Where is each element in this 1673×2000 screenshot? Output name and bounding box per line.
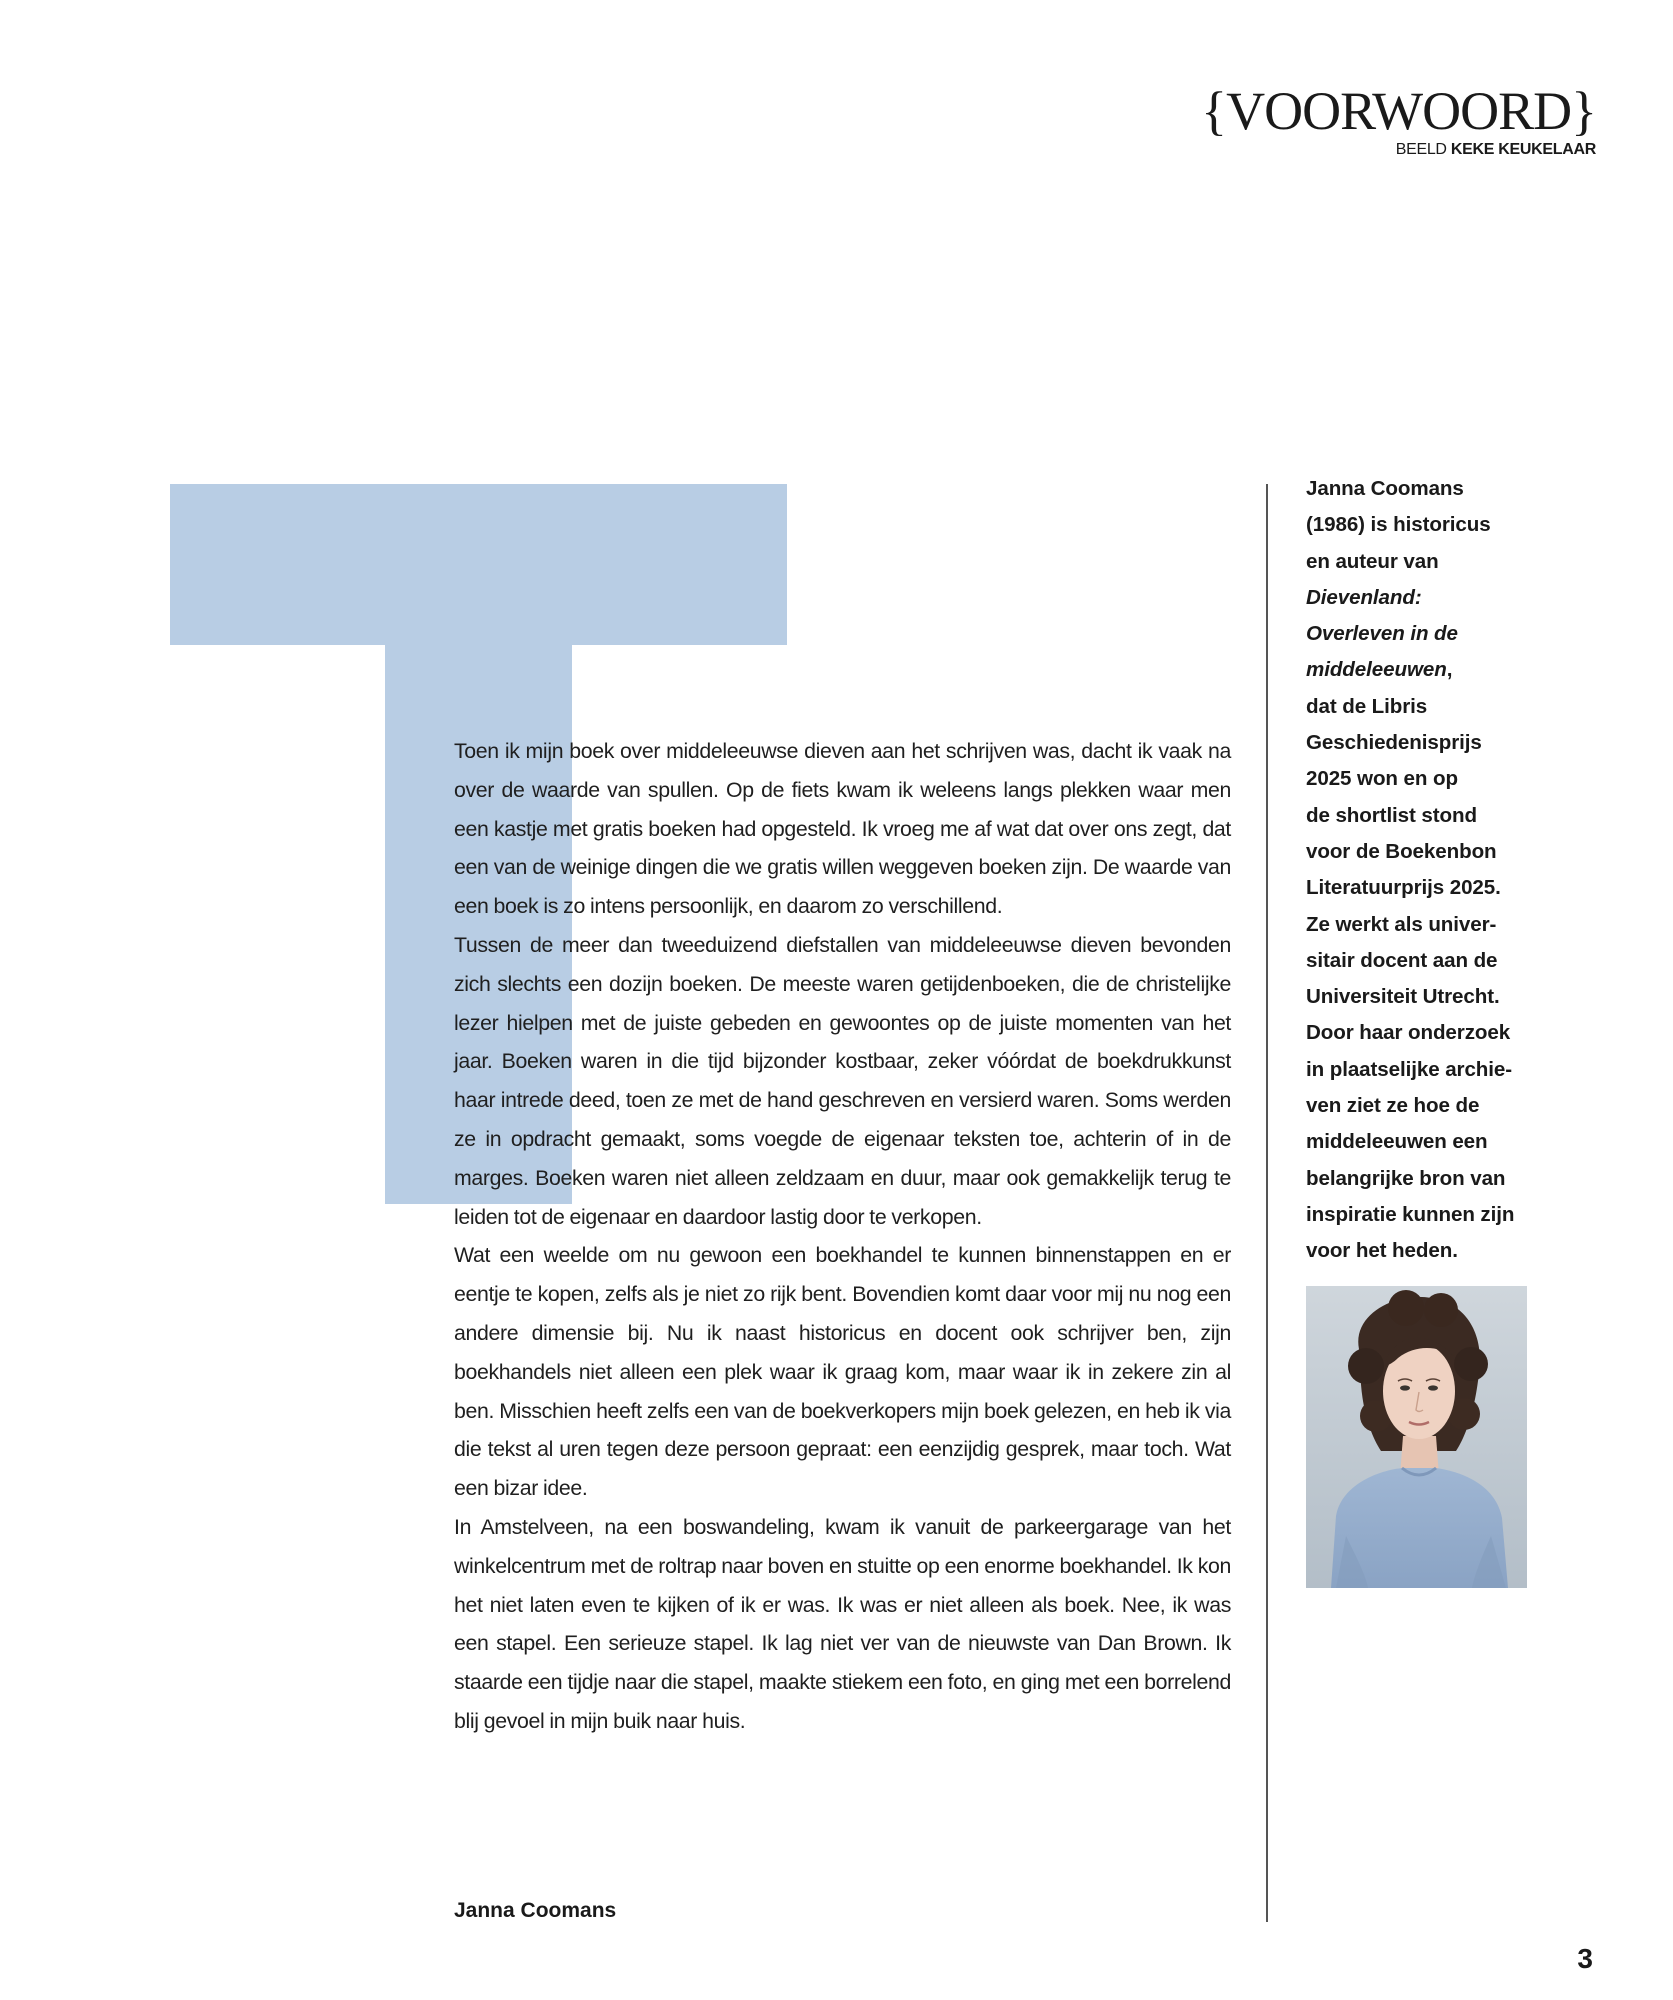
bio-line: in plaatselijke archie-: [1306, 1057, 1513, 1081]
article-paragraph-2: Tussen de meer dan tweeduizend diefstallen van middeleeuwse dieven bevonden zich slechts een dozijn boeken. De meeste waren getijdenboeken, die de christelijke lezer hielpen met de juiste gebeden en gewoontes op de juiste momenten van het jaar. Boeken waren in die tijd bijzonder kostbaar, zeker vóórdat de boekdrukkunst haar intrede deed, toen ze met de hand geschreven en versierd waren. Soms werden ze in opdracht gemaakt, soms voegde de eigenaar teksten toe, achterin of in de marges. Boeken waren niet alleen zeldzaam en duur, maar ook gemakkelijk terug te leiden tot de eigenaar en daardoor lastig door te verkopen.: [454, 932, 1231, 1229]
credit-name: KEKE KEUKELAAR: [1450, 141, 1596, 158]
portrait-illustration: [1306, 1286, 1527, 1588]
column-divider: [1266, 484, 1268, 1922]
decorative-initial-t-bar: [170, 484, 787, 645]
bio-line: sitair docent aan de: [1306, 948, 1498, 972]
bio-line: Janna Coomans: [1306, 477, 1464, 500]
bio-book-title-line: Dievenland:: [1306, 585, 1422, 609]
bio-line: ven ziet ze hoe de: [1306, 1094, 1480, 1118]
bio-line: belangrijke bron van: [1306, 1166, 1506, 1190]
bio-book-title-end: [1306, 652, 1546, 688]
article-paragraph-3: Wat een weelde om nu gewoon een boekhandel te kunnen binnenstappen en er eentje te kopen, zelfs als je niet zo rijk bent. Bovendien komt daar voor mij nu nog een andere dimensie bij. Nu ik naast historicus en docent ook schrijver ben, zijn boekhandels niet alleen een plek waar ik graag kom, maar waar ik in zekere zin al ben. Misschien heeft zelfs een van de boekverkopers mijn boek gelezen, en heb ik via die tekst al uren tegen deze persoon gepraat: een eenzijdig gesprek, maar toch. Wat een bizar idee.: [454, 1243, 1231, 1501]
bio-line: Door haar onderzoek: [1306, 1021, 1511, 1045]
bio-book-title-line: Overleven in de: [1306, 622, 1458, 646]
bio-book-title-line: middeleeuwen: [1306, 658, 1447, 682]
bio-line: (1986) is historicus: [1306, 513, 1491, 537]
article-body: [454, 732, 1231, 1741]
bio-line: 2025 won en op: [1306, 767, 1458, 791]
bio-line: inspiratie kunnen zijn: [1306, 1202, 1515, 1226]
bio-line: middeleeuwen een: [1306, 1130, 1488, 1154]
author-bio: [1306, 471, 1546, 1270]
article-paragraph-4: In Amstelveen, na een boswandeling, kwam ik vanuit de parkeergarage van het winkelcentrum met de roltrap naar boven en stuitte op een enorme boekhandel. Ik kon het niet laten even te kijken of ik er was. Ik was er niet alleen als boek. Nee, ik was een stapel. Een serieuze stapel. Ik lag niet ver van de nieuwste van Dan Brown. Ik staarde een tijdje naar die stapel, maakte stiekem een foto, en ging met een borrelend blij gevoel in mijn buik naar huis.: [454, 1514, 1231, 1733]
bio-line: Geschiedenisprijs: [1306, 731, 1482, 755]
author-signature: Janna Coomans: [454, 1899, 617, 1922]
bio-line: de shortlist stond: [1306, 803, 1477, 827]
page-header: [1201, 82, 1596, 160]
credit-prefix: BEELD: [1395, 141, 1447, 158]
bio-line: voor het heden.: [1306, 1239, 1458, 1263]
photo-credit: [1201, 140, 1596, 160]
bio-line: Ze werkt als univer-: [1306, 912, 1497, 936]
article-paragraph-1: Toen ik mijn boek over middeleeuwse dieven aan het schrijven was, dacht ik vaak na over de waarde van spullen. Op de fiets kwam ik weleens langs plekken waar men een kastje met gratis boeken had opgesteld. Ik vroeg me af wat dat over ons zegt, dat een van de weinige dingen die we gratis willen weggeven boeken zijn. De waarde van een boek is zo intens persoonlijk, en daarom zo verschillend.: [454, 739, 1231, 919]
bio-line: Literatuurprijs 2025.: [1306, 876, 1501, 900]
author-portrait: [1306, 1286, 1527, 1588]
page-number: 3: [1577, 1943, 1593, 1974]
bio-line: en auteur van: [1306, 549, 1439, 573]
section-title: {VOORWOORD}: [1201, 81, 1596, 141]
bio-line: voor de Boekenbon: [1306, 839, 1497, 863]
bio-line: dat de Libris: [1306, 694, 1428, 718]
bio-comma: ,: [1446, 658, 1453, 682]
bio-line: Universiteit Utrecht.: [1306, 985, 1500, 1009]
